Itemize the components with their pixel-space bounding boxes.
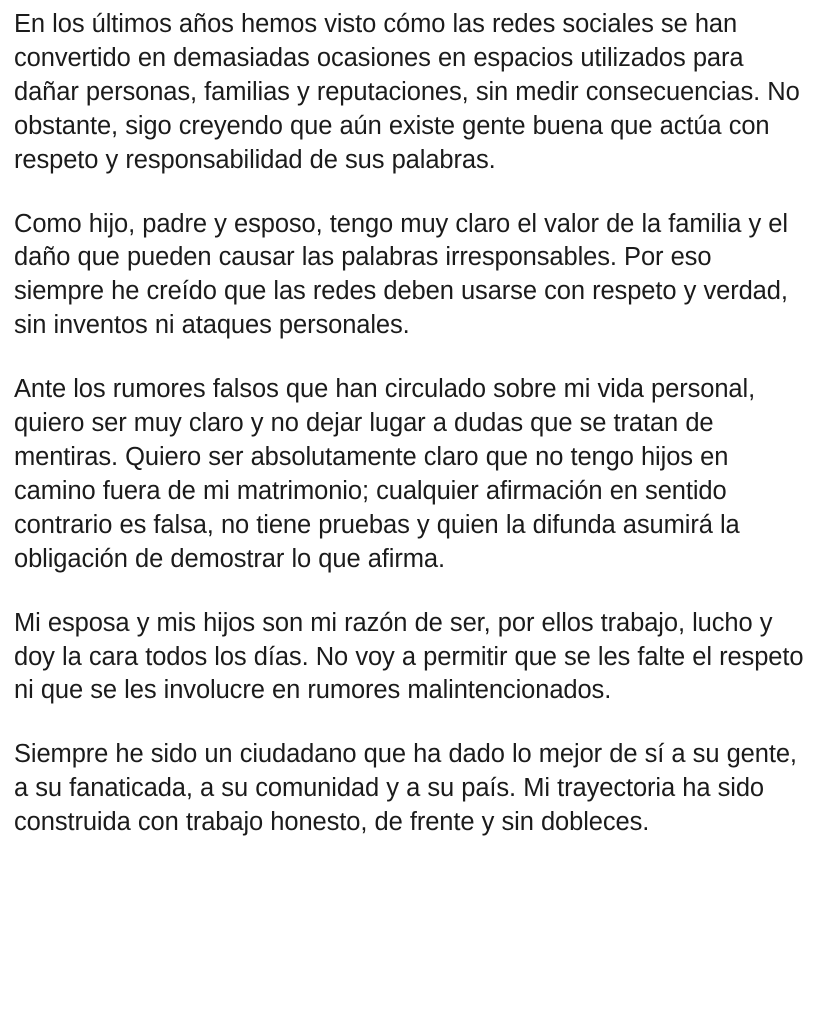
paragraph-4: Mi esposa y mis hijos son mi razón de ser, por ellos trabajo, lucho y doy la cara todos los días. No voy a permitir que se les falte el respeto ni que se les involucre en rumores malintencionados. xyxy=(14,608,804,705)
paragraph-1: En los últimos años hemos visto cómo las redes sociales se han convertido en demasiadas ocasiones en espacios utilizados para dañar personas, familias y reputaciones, sin medir consecuencias. No obstante, sigo creyendo que aún existe gente buena que actúa con respeto y responsabilidad de sus palabras. xyxy=(14,10,800,174)
paragraph-2: Como hijo, padre y esposo, tengo muy claro el valor de la familia y el daño que pueden causar las palabras irresponsables. Por eso siempre he creído que las redes deben usarse con respeto y verdad, sin inventos ni ataques personales. xyxy=(14,209,788,340)
paragraph-5: Siempre he sido un ciudadano que ha dado lo mejor de sí a su gente, a su fanaticada, a su comunidad y a su país. Mi trayectoria ha sido construida con trabajo honesto, de frente y sin dobleces. xyxy=(14,740,797,837)
paragraph-3: Ante los rumores falsos que han circulado sobre mi vida personal, quiero ser muy claro y no dejar lugar a dudas que se tratan de mentiras. Quiero ser absolutamente claro que no tengo hijos en camino fuera de mi matrimonio; cualquier afirmación en sentido contrario es falsa, no tiene pruebas y quien la difunda asumirá la obligación de demostrar lo que afirma. xyxy=(14,375,756,573)
